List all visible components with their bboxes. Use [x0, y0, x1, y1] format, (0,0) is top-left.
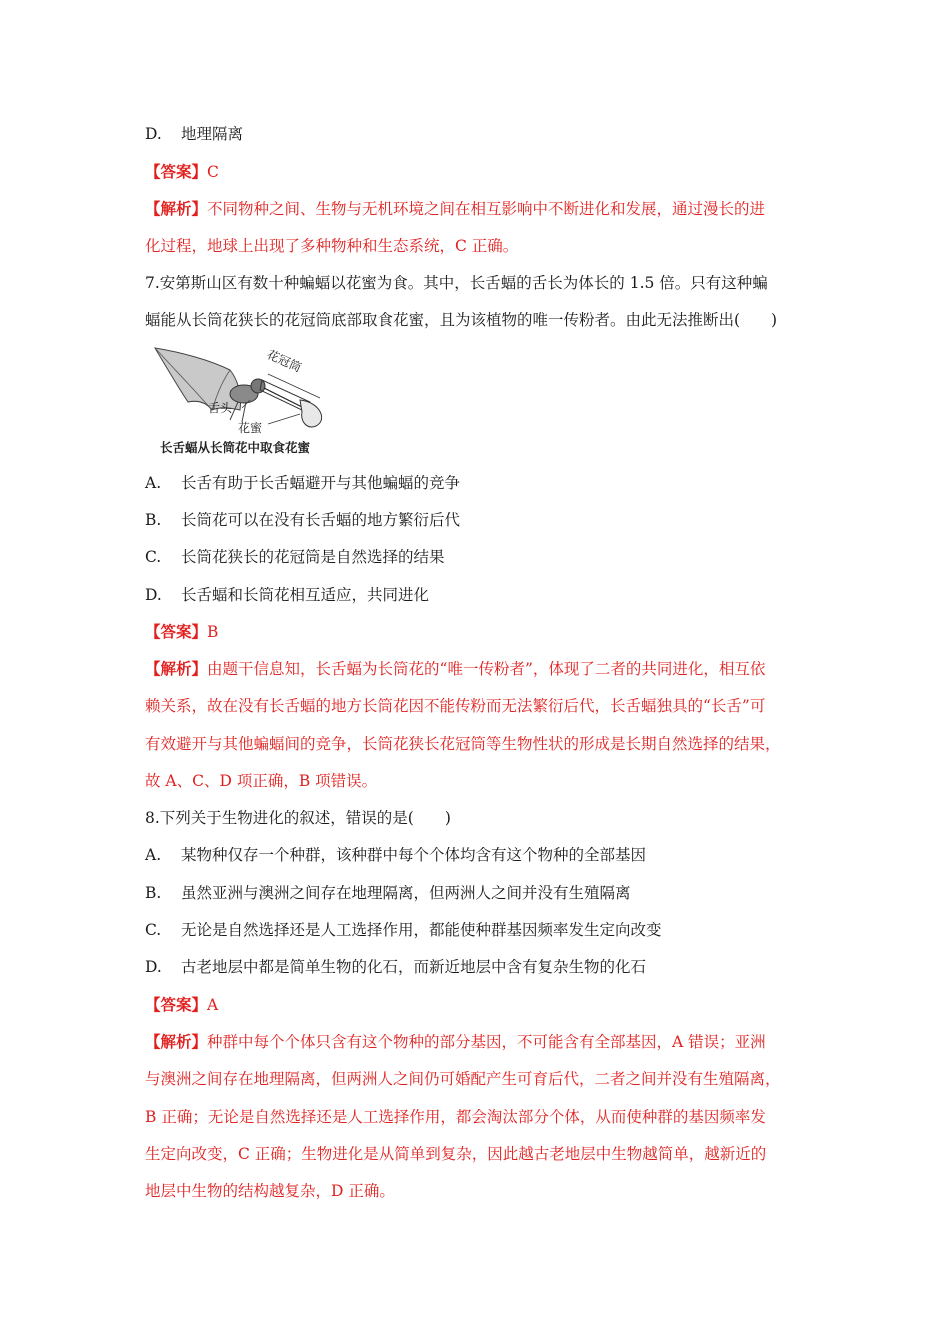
analysis-text: 不同物种之间、生物与无机环境之间在相互影响中不断进化和发展，通过漫长的进: [207, 200, 766, 218]
q7-analysis-line-1: [145, 659, 765, 679]
option-text: 长筒花狭长的花冠筒是自然选择的结果: [181, 548, 445, 566]
label-tongue: 舌头: [208, 401, 233, 415]
q8-option-a: [145, 845, 646, 865]
analysis-tag: 【解析】: [145, 1032, 208, 1051]
option-letter: A.: [145, 846, 162, 864]
answer-tag: 【答案】: [145, 162, 208, 181]
q7-analysis-line-4: 故 A、C、D 项正确，B 项错误。: [145, 772, 378, 790]
prev-answer: [145, 162, 219, 182]
option-text: 长舌蝠和长筒花相互适应，共同进化: [181, 586, 430, 604]
option-text: 虽然亚洲与澳洲之间存在地理隔离，但两洲人之间并没有生殖隔离: [181, 884, 631, 902]
prev-analysis-line-1: [145, 199, 765, 219]
bat-flower-figure: [150, 340, 330, 460]
label-corolla: 花冠筒: [264, 347, 304, 375]
option-letter: A.: [145, 474, 162, 492]
q8-analysis-line-4: 生定向改变，C 正确；生物进化是从简单到复杂，因此越古老地层中生物越简单，越新近的: [145, 1145, 767, 1163]
q8-analysis-line-1: [145, 1032, 766, 1052]
q8-analysis-line-2: 与澳洲之间存在地理隔离，但两洲人之间仍可婚配产生可育后代，二者之间并没有生殖隔离，: [145, 1070, 781, 1088]
q8-stem: 8.下列关于生物进化的叙述，错误的是( ): [145, 809, 451, 827]
q7-analysis-line-2: 赖关系，故在没有长舌蝠的地方长筒花因不能传粉而无法繁衍后代，长舌蝠独具的“长舌”可: [145, 697, 766, 715]
prev-option-d: [145, 124, 243, 144]
answer-value: C: [207, 163, 219, 181]
option-text: 无论是自然选择还是人工选择作用，都能使种群基因频率发生定向改变: [181, 921, 662, 939]
label-nectar: 花蜜: [238, 421, 263, 435]
option-letter: D.: [145, 125, 162, 143]
analysis-text: 由题干信息知，长舌蝠为长筒花的“唯一传粉者”，体现了二者的共同进化，相互依: [207, 660, 766, 678]
option-letter: C.: [145, 921, 162, 939]
option-text: 某物种仅存一个种群，该种群中每个个体均含有这个物种的全部基因: [181, 846, 647, 864]
analysis-tag: 【解析】: [145, 659, 208, 678]
q8-option-b: [145, 883, 631, 903]
q8-option-d: [145, 957, 646, 977]
option-letter: B.: [145, 511, 162, 529]
q8-analysis-line-3: B 正确；无论是自然选择还是人工选择作用，都会淘汰部分个体，从而使种群的基因频率发: [145, 1108, 766, 1126]
q7-option-d: [145, 585, 429, 605]
answer-value: A: [207, 996, 219, 1014]
option-letter: C.: [145, 548, 162, 566]
q7-option-c: [145, 547, 445, 567]
option-text: 长筒花可以在没有长舌蝠的地方繁衍后代: [181, 511, 461, 529]
q7-answer: [145, 622, 218, 642]
bat-illustration: [150, 340, 330, 460]
q7-option-a: [145, 473, 460, 493]
answer-value: B: [207, 623, 219, 641]
q8-analysis-line-5: 地层中生物的结构越复杂，D 正确。: [145, 1182, 395, 1200]
analysis-tag: 【解析】: [145, 199, 208, 218]
answer-tag: 【答案】: [145, 995, 208, 1014]
option-letter: D.: [145, 958, 162, 976]
analysis-text: 种群中每个个体只含有这个物种的部分基因，不可能含有全部基因，A 错误；亚洲: [207, 1033, 766, 1051]
option-text: 长舌有助于长舌蝠避开与其他蝙蝠的竞争: [181, 474, 461, 492]
q8-option-c: [145, 920, 662, 940]
prev-analysis-line-2: 化过程，地球上出现了多种物种和生态系统，C 正确。: [145, 237, 519, 255]
option-letter: B.: [145, 884, 162, 902]
option-letter: D.: [145, 586, 162, 604]
q7-stem-line-1: 7.安第斯山区有数十种蝙蝠以花蜜为食。其中，长舌蝠的舌长为体长的 1.5 倍。只有这种蝙: [145, 274, 768, 292]
q7-option-b: [145, 510, 460, 530]
answer-tag: 【答案】: [145, 622, 208, 641]
figure-caption: 长舌蝠从长筒花中取食花蜜: [160, 440, 311, 455]
option-text: 古老地层中都是简单生物的化石，而新近地层中含有复杂生物的化石: [181, 958, 647, 976]
q7-stem-line-2: 蝠能从长筒花狭长的花冠筒底部取食花蜜，且为该植物的唯一传粉者。由此无法推断出( ): [145, 311, 778, 329]
q8-answer: [145, 995, 218, 1015]
q7-analysis-line-3: 有效避开与其他蝙蝠间的竞争，长筒花狭长花冠筒等生物性状的形成是长期自然选择的结果，: [145, 735, 781, 753]
option-text: 地理隔离: [181, 125, 244, 143]
